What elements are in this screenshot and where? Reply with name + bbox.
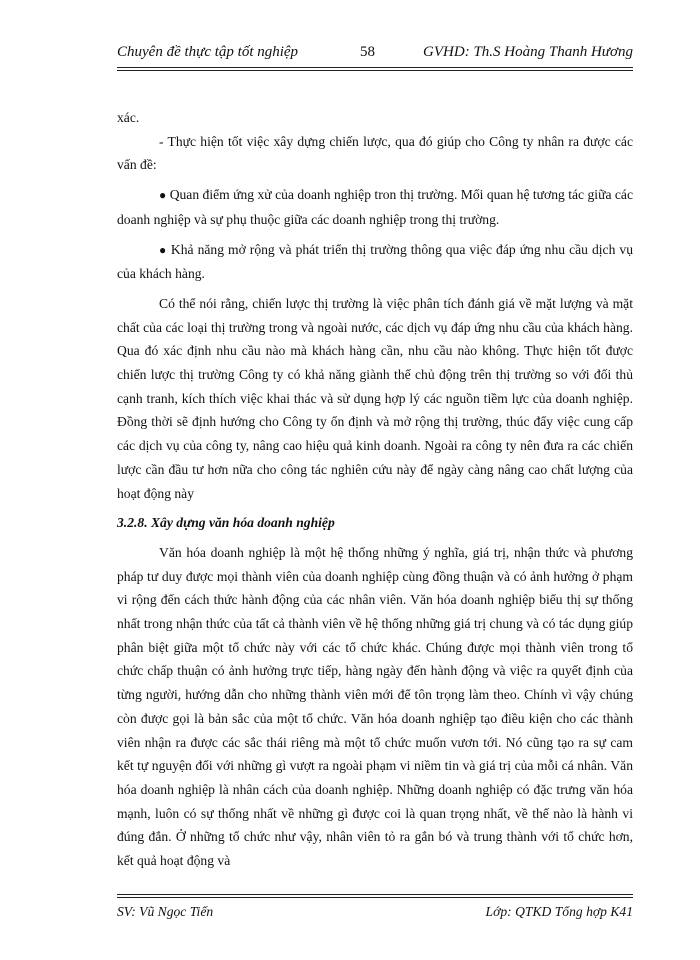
bullet-icon: ●: [159, 242, 167, 257]
page-footer: [117, 902, 633, 924]
paragraph-continuation: xác.: [117, 110, 140, 125]
page-header: [117, 40, 633, 66]
student-name: SV: Vũ Ngọc Tiến: [117, 904, 214, 919]
header-rule: [117, 67, 633, 68]
class-name: Lớp: QTKD Tổng hợp K41: [485, 904, 633, 919]
paragraph-corporate-culture: Văn hóa doanh nghiệp là một hệ thống những ý nghĩa, giá trị, nhận thức và phương pháp tư duy được mọi thành viên của doanh nghiệp cùng đồng thuận và có ảnh hưởng ở phạm vi rộng đến cách thức hành động của các nhân viên. Văn hóa doanh nghiệp biểu thị sự thống nhất trong nhận thức của tất cả thành viên về hệ thống những giá trị chung và có tác dụng giúp phân biệt giữa một tổ chức này với các tổ chức khác. Chúng được mọi thành viên trong tổ chức chấp thuận có ảnh hưởng trực tiếp, hàng ngày đến hành động và việc ra quyết định của từng người, hướng dẫn cho những thành viên mới để tôn trọng làm theo. Chính vì vậy chúng còn được gọi là bản sắc của một tổ chức. Văn hóa doanh nghiệp tạo điều kiện cho các thành viên nhận ra được các sắc thái riêng mà một tổ chức muốn vươn tới. Nó cũng tạo ra sự cam kết tự nguyện đối với những gì vượt ra ngoài phạm vi niềm tin và giá trị của mỗi cá nhân. Văn hóa doanh nghiệp là nhân cách của doanh nghiệp. Những doanh nghiệp có đặc trưng văn hóa mạnh, luôn có sự thống nhất về những gì được coi là quan trọng nhất, về thế nào là hành vi đúng đắn. Ở những tổ chức như vậy, nhân viên tỏ ra gắn bó và trung thành với tổ chức hơn, kết quả hoạt động và: [117, 544, 633, 869]
section-heading: 3.2.8. Xây dựng văn hóa doanh nghiệp: [117, 515, 335, 531]
bullet-text: Quan điểm ứng xử của doanh nghiệp tron thị trường. Mối quan hệ tương tác giữa các doanh nghiệp và sự phụ thuộc giữa các doanh nghiệp trong thị trường.: [117, 187, 633, 227]
document-title: Chuyên đề thực tập tốt nghiệp: [117, 44, 299, 60]
paragraph-strategy-intro: - Thực hiện tốt việc xây dựng chiến lược, qua đó giúp cho Công ty nhân ra được các vấn đề:: [117, 133, 633, 173]
paragraph-market-strategy: Có thể nói rằng, chiến lược thị trường là việc phân tích đánh giá về mặt lượng và mặt chất của các loại thị trường trong và ngoài nước, các dịch vụ đáp ứng nhu cầu của khách hàng. Qua đó xác định nhu cầu nào mà khách hàng cần, nhu cầu nào không. Thực hiện tốt được chiến lược thị trường Công ty có khả năng giành thế chủ động trên thị trường so với đối thủ cạnh tranh, kích thích việc khai thác và sử dụng hợp lý các nguồn tiềm lực của doanh nghiệp. Đồng thời sẽ định hướng cho Công ty ổn định và mở rộng thị trường, thúc đẩy việc cung cấp các dịch vụ của công ty, nâng cao hiệu quả kinh doanh. Ngoài ra công ty nên đưa ra các chiến lược cần đầu tư hơn nữa cho công tác nghiên cứu này để ngày càng nâng cao chất lượng của hoạt động này: [117, 295, 633, 501]
page-number: 58: [360, 44, 375, 60]
bullet-icon: ●: [159, 188, 167, 203]
advisor-name: GVHD: Th.S Hoàng Thanh Hương: [423, 44, 633, 60]
footer-rule-second: [117, 897, 633, 898]
page-body: [117, 106, 633, 873]
bullet-item-behavior: [117, 183, 633, 231]
bullet-text: Khả năng mở rộng và phát triển thị trường thông qua việc đáp ứng nhu cầu dịch vụ của khách hàng.: [117, 241, 633, 282]
footer-rule: [117, 894, 633, 895]
header-rule-second: [117, 70, 633, 71]
bullet-item-expansion: [117, 238, 633, 286]
